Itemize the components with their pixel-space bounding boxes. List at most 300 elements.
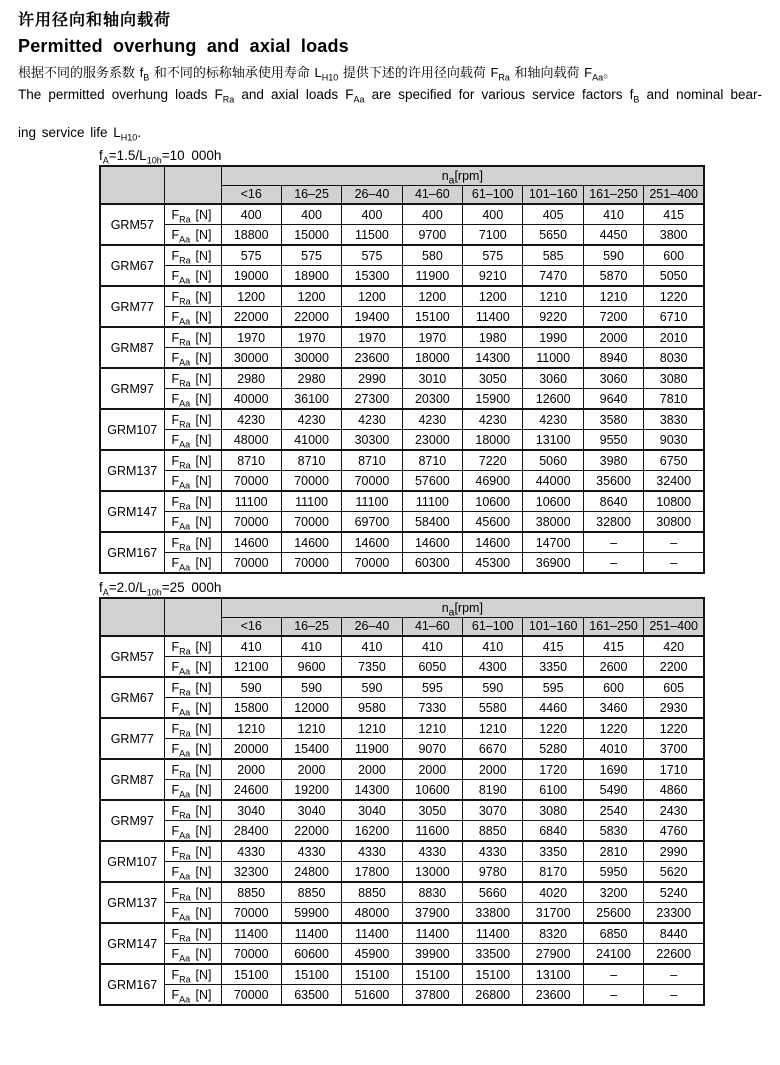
unit-label: [N] xyxy=(195,371,212,386)
load-type-label xyxy=(165,372,221,386)
value-cell: 580 xyxy=(402,245,462,266)
speed-range-header: 101–160 xyxy=(523,617,583,636)
load-type-cell xyxy=(164,923,221,944)
unit-label: [N] xyxy=(195,350,212,365)
force-symbol: $F_{Ra}$ xyxy=(171,248,191,265)
unit-label: [N] xyxy=(195,700,212,715)
value-cell: 5620 xyxy=(644,862,704,883)
load-table-fa15 xyxy=(99,165,705,574)
value-cell: 3700 xyxy=(644,739,704,760)
table-row-faa xyxy=(100,266,704,287)
load-type-cell xyxy=(164,245,221,266)
value-cell: 405 xyxy=(523,204,583,225)
load-type-label xyxy=(165,474,221,488)
load-type-cell xyxy=(164,532,221,553)
force-symbol: $F_{Aa}$ xyxy=(171,350,191,367)
value-cell: 1970 xyxy=(221,327,281,348)
value-cell: 37900 xyxy=(402,903,462,924)
value-cell: 15100 xyxy=(342,964,402,985)
value-cell: 70000 xyxy=(281,512,341,533)
value-cell: 31700 xyxy=(523,903,583,924)
load-type-label xyxy=(165,208,221,222)
value-cell: 10600 xyxy=(523,491,583,512)
value-cell: 70000 xyxy=(281,471,341,492)
value-cell: 3460 xyxy=(583,698,643,719)
value-cell: 70000 xyxy=(221,512,281,533)
value-cell: 70000 xyxy=(342,553,402,574)
unit-label: [N] xyxy=(195,844,212,859)
table-row-faa xyxy=(100,903,704,924)
speed-range-header: 251–400 xyxy=(644,617,704,636)
load-type-label xyxy=(165,228,221,242)
table-row-fra xyxy=(100,964,704,985)
value-cell: 2000 xyxy=(463,759,523,780)
value-cell: 9210 xyxy=(463,266,523,287)
load-table-fa20 xyxy=(99,597,705,1006)
value-cell: 575 xyxy=(221,245,281,266)
load-type-cell xyxy=(164,471,221,492)
value-cell: 3050 xyxy=(402,800,462,821)
unit-label: [N] xyxy=(195,823,212,838)
value-cell: 11900 xyxy=(342,739,402,760)
value-cell: 2540 xyxy=(583,800,643,821)
description-english-line2: ing service life $L_{H10}$. xyxy=(18,125,142,143)
load-type-cell xyxy=(164,698,221,719)
value-cell: 2000 xyxy=(281,759,341,780)
value-cell: 24100 xyxy=(583,944,643,965)
load-type-label xyxy=(165,433,221,447)
value-cell: 3200 xyxy=(583,882,643,903)
load-type-cell xyxy=(164,368,221,389)
force-symbol: $F_{Aa}$ xyxy=(171,905,191,922)
force-symbol: $F_{Ra}$ xyxy=(171,762,191,779)
value-cell: 11400 xyxy=(221,923,281,944)
value-cell: 11400 xyxy=(342,923,402,944)
value-cell: 63500 xyxy=(281,985,341,1006)
value-cell: 30000 xyxy=(221,348,281,369)
load-type-cell xyxy=(164,677,221,698)
load-type-cell xyxy=(164,657,221,678)
load-type-cell xyxy=(164,882,221,903)
value-cell: 35600 xyxy=(583,471,643,492)
value-cell: 14600 xyxy=(342,532,402,553)
value-cell: 10600 xyxy=(463,491,523,512)
corner-cell-model xyxy=(100,598,164,636)
speed-axis-header: $n_a[rpm]$ xyxy=(221,598,704,617)
value-cell: 2810 xyxy=(583,841,643,862)
value-cell: 15100 xyxy=(463,964,523,985)
value-cell: 51600 xyxy=(342,985,402,1006)
value-cell: 8190 xyxy=(463,780,523,801)
value-cell: 8170 xyxy=(523,862,583,883)
value-cell: 1210 xyxy=(221,718,281,739)
table-row-faa xyxy=(100,698,704,719)
value-cell: 4330 xyxy=(463,841,523,862)
table-row-fra xyxy=(100,841,704,862)
value-cell: 23000 xyxy=(402,430,462,451)
value-cell: 1970 xyxy=(342,327,402,348)
table-row-fra xyxy=(100,636,704,657)
load-type-label xyxy=(165,681,221,695)
load-type-label xyxy=(165,269,221,283)
value-cell: – xyxy=(583,964,643,985)
unit-label: [N] xyxy=(195,309,212,324)
value-cell: 16200 xyxy=(342,821,402,842)
value-cell: 410 xyxy=(342,636,402,657)
load-type-cell xyxy=(164,430,221,451)
load-type-cell xyxy=(164,450,221,471)
table-row-faa xyxy=(100,471,704,492)
header-row-axis xyxy=(100,598,704,617)
value-cell: 9580 xyxy=(342,698,402,719)
value-cell: 9600 xyxy=(281,657,341,678)
value-cell: 4300 xyxy=(463,657,523,678)
value-cell: 2990 xyxy=(342,368,402,389)
value-cell: 3040 xyxy=(281,800,341,821)
model-cell: GRM87 xyxy=(100,759,164,800)
value-cell: 5050 xyxy=(644,266,704,287)
load-type-label xyxy=(165,722,221,736)
force-symbol: $F_{Aa}$ xyxy=(171,864,191,881)
value-cell: 400 xyxy=(463,204,523,225)
table-header xyxy=(100,166,704,204)
value-cell: 27900 xyxy=(523,944,583,965)
value-cell: 15100 xyxy=(221,964,281,985)
speed-axis-header: $n_a[rpm]$ xyxy=(221,166,704,185)
value-cell: 7200 xyxy=(583,307,643,328)
load-type-label xyxy=(165,906,221,920)
value-cell: 2200 xyxy=(644,657,704,678)
value-cell: 6850 xyxy=(583,923,643,944)
unit-label: [N] xyxy=(195,762,212,777)
value-cell: 1720 xyxy=(523,759,583,780)
table-row-faa xyxy=(100,553,704,574)
load-type-cell xyxy=(164,286,221,307)
table-row-fra xyxy=(100,532,704,553)
value-cell: 40000 xyxy=(221,389,281,410)
value-cell: 3060 xyxy=(523,368,583,389)
speed-range-header: 26–40 xyxy=(342,185,402,204)
value-cell: 36100 xyxy=(281,389,341,410)
value-cell: 57600 xyxy=(402,471,462,492)
model-cell: GRM137 xyxy=(100,450,164,491)
value-cell: 5660 xyxy=(463,882,523,903)
speed-range-header: 61–100 xyxy=(463,617,523,636)
table2-caption: $f_A=2.0/L_{10h}=25$ 000h xyxy=(99,580,222,598)
value-cell: 70000 xyxy=(221,471,281,492)
load-type-label xyxy=(165,454,221,468)
speed-range-header: <16 xyxy=(221,185,281,204)
value-cell: 3980 xyxy=(583,450,643,471)
value-cell: 18000 xyxy=(463,430,523,451)
page-title-chinese: 许用径向和轴向载荷 xyxy=(18,12,172,29)
value-cell: 19400 xyxy=(342,307,402,328)
value-cell: 11100 xyxy=(221,491,281,512)
unit-label: [N] xyxy=(195,207,212,222)
value-cell: 27300 xyxy=(342,389,402,410)
value-cell: 11100 xyxy=(402,491,462,512)
value-cell: 3350 xyxy=(523,657,583,678)
value-cell: 8850 xyxy=(221,882,281,903)
unit-label: [N] xyxy=(195,268,212,283)
value-cell: 32800 xyxy=(583,512,643,533)
load-type-label xyxy=(165,515,221,529)
value-cell: 410 xyxy=(583,204,643,225)
load-type-label xyxy=(165,556,221,570)
value-cell: 58400 xyxy=(402,512,462,533)
load-type-label xyxy=(165,988,221,1002)
value-cell: 2430 xyxy=(644,800,704,821)
value-cell: 14300 xyxy=(342,780,402,801)
value-cell: 9640 xyxy=(583,389,643,410)
table-row-faa xyxy=(100,862,704,883)
table-body xyxy=(100,204,704,573)
table-row-fra xyxy=(100,286,704,307)
load-type-label xyxy=(165,640,221,654)
value-cell: 9700 xyxy=(402,225,462,246)
unit-label: [N] xyxy=(195,987,212,1002)
force-symbol: $F_{Ra}$ xyxy=(171,371,191,388)
value-cell: 28400 xyxy=(221,821,281,842)
speed-range-header: 41–60 xyxy=(402,185,462,204)
load-type-cell xyxy=(164,841,221,862)
model-cell: GRM147 xyxy=(100,491,164,532)
value-cell: 11600 xyxy=(402,821,462,842)
value-cell: 12100 xyxy=(221,657,281,678)
table-row-faa xyxy=(100,348,704,369)
force-symbol: $F_{Ra}$ xyxy=(171,680,191,697)
table-row-fra xyxy=(100,204,704,225)
unit-label: [N] xyxy=(195,473,212,488)
value-cell: 7810 xyxy=(644,389,704,410)
description-chinese: 根据不同的服务系数 $f_B$ 和不同的标称轴承使用寿命 $L_{H10}$ 提供下述的许用径向载荷 $F_{Ra}$ 和轴向载荷 $F_{Aa}$。 xyxy=(18,65,617,83)
value-cell: 3060 xyxy=(583,368,643,389)
load-type-cell xyxy=(164,985,221,1006)
load-type-cell xyxy=(164,327,221,348)
load-type-label xyxy=(165,742,221,756)
value-cell: 1210 xyxy=(281,718,341,739)
value-cell: 30300 xyxy=(342,430,402,451)
value-cell: 13100 xyxy=(523,964,583,985)
unit-label: [N] xyxy=(195,885,212,900)
value-cell: 11100 xyxy=(342,491,402,512)
value-cell: – xyxy=(583,553,643,574)
value-cell: 5240 xyxy=(644,882,704,903)
value-cell: 595 xyxy=(523,677,583,698)
load-type-cell xyxy=(164,348,221,369)
value-cell: 13000 xyxy=(402,862,462,883)
load-type-cell xyxy=(164,491,221,512)
value-cell: 1200 xyxy=(402,286,462,307)
table-row-faa xyxy=(100,512,704,533)
value-cell: 1710 xyxy=(644,759,704,780)
value-cell: 590 xyxy=(281,677,341,698)
value-cell: 12000 xyxy=(281,698,341,719)
value-cell: 22000 xyxy=(281,821,341,842)
value-cell: 9780 xyxy=(463,862,523,883)
value-cell: 41000 xyxy=(281,430,341,451)
value-cell: 4230 xyxy=(342,409,402,430)
force-symbol: $F_{Aa}$ xyxy=(171,432,191,449)
value-cell: 4330 xyxy=(342,841,402,862)
force-symbol: $F_{Aa}$ xyxy=(171,782,191,799)
value-cell: – xyxy=(644,553,704,574)
table-row-fra xyxy=(100,718,704,739)
value-cell: 1220 xyxy=(644,718,704,739)
value-cell: 3800 xyxy=(644,225,704,246)
table1-caption: $f_A=1.5/L_{10h}=10$ 000h xyxy=(99,148,222,166)
value-cell: 4230 xyxy=(523,409,583,430)
value-cell: 5490 xyxy=(583,780,643,801)
value-cell: 70000 xyxy=(221,903,281,924)
table-row-faa xyxy=(100,821,704,842)
force-symbol: $F_{Aa}$ xyxy=(171,555,191,572)
load-type-label xyxy=(165,413,221,427)
value-cell: 18800 xyxy=(221,225,281,246)
value-cell: 4230 xyxy=(221,409,281,430)
value-cell: 6100 xyxy=(523,780,583,801)
unit-label: [N] xyxy=(195,967,212,982)
value-cell: 14700 xyxy=(523,532,583,553)
value-cell: 1210 xyxy=(342,718,402,739)
unit-label: [N] xyxy=(195,330,212,345)
value-cell: 2000 xyxy=(342,759,402,780)
value-cell: 18000 xyxy=(402,348,462,369)
table-row-faa xyxy=(100,389,704,410)
value-cell: 60300 xyxy=(402,553,462,574)
unit-label: [N] xyxy=(195,555,212,570)
value-cell: 1980 xyxy=(463,327,523,348)
load-type-cell xyxy=(164,903,221,924)
value-cell: 1210 xyxy=(523,286,583,307)
force-symbol: $F_{Aa}$ xyxy=(171,227,191,244)
model-cell: GRM67 xyxy=(100,677,164,718)
model-cell: GRM107 xyxy=(100,841,164,882)
speed-range-header: 41–60 xyxy=(402,617,462,636)
load-type-label xyxy=(165,249,221,263)
load-type-label xyxy=(165,968,221,982)
load-type-label xyxy=(165,536,221,550)
value-cell: 8320 xyxy=(523,923,583,944)
value-cell: 1210 xyxy=(402,718,462,739)
table-row-fra xyxy=(100,677,704,698)
value-cell: 585 xyxy=(523,245,583,266)
model-cell: GRM147 xyxy=(100,923,164,964)
value-cell: 4230 xyxy=(402,409,462,430)
value-cell: 8850 xyxy=(463,821,523,842)
load-type-label xyxy=(165,865,221,879)
value-cell: 8710 xyxy=(402,450,462,471)
value-cell: 11400 xyxy=(402,923,462,944)
page-title-english: Permitted overhung and axial loads xyxy=(18,36,349,56)
value-cell: 5650 xyxy=(523,225,583,246)
value-cell: 11400 xyxy=(463,923,523,944)
speed-range-header: 161–250 xyxy=(583,617,643,636)
value-cell: 600 xyxy=(644,245,704,266)
unit-label: [N] xyxy=(195,453,212,468)
value-cell: 590 xyxy=(463,677,523,698)
value-cell: 8710 xyxy=(342,450,402,471)
load-type-label xyxy=(165,392,221,406)
value-cell: 17800 xyxy=(342,862,402,883)
table-row-faa xyxy=(100,307,704,328)
value-cell: 26800 xyxy=(463,985,523,1006)
value-cell: 70000 xyxy=(281,553,341,574)
force-symbol: $F_{Ra}$ xyxy=(171,494,191,511)
load-type-cell xyxy=(164,964,221,985)
value-cell: 2000 xyxy=(221,759,281,780)
load-type-cell xyxy=(164,821,221,842)
load-type-cell xyxy=(164,307,221,328)
model-cell: GRM67 xyxy=(100,245,164,286)
value-cell: 12600 xyxy=(523,389,583,410)
value-cell: 410 xyxy=(221,636,281,657)
value-cell: 20300 xyxy=(402,389,462,410)
value-cell: 14600 xyxy=(402,532,462,553)
table-row-fra xyxy=(100,759,704,780)
value-cell: 4760 xyxy=(644,821,704,842)
value-cell: 13100 xyxy=(523,430,583,451)
value-cell: 4020 xyxy=(523,882,583,903)
value-cell: 1990 xyxy=(523,327,583,348)
unit-label: [N] xyxy=(195,289,212,304)
value-cell: 37800 xyxy=(402,985,462,1006)
value-cell: – xyxy=(644,964,704,985)
force-symbol: $F_{Ra}$ xyxy=(171,885,191,902)
value-cell: 7330 xyxy=(402,698,462,719)
value-cell: 1220 xyxy=(583,718,643,739)
value-cell: 18900 xyxy=(281,266,341,287)
model-cell: GRM57 xyxy=(100,204,164,245)
force-symbol: $F_{Ra}$ xyxy=(171,803,191,820)
value-cell: 11100 xyxy=(281,491,341,512)
force-symbol: $F_{Aa}$ xyxy=(171,391,191,408)
value-cell: 8850 xyxy=(281,882,341,903)
value-cell: 70000 xyxy=(342,471,402,492)
value-cell: 6050 xyxy=(402,657,462,678)
value-cell: 48000 xyxy=(342,903,402,924)
value-cell: 8830 xyxy=(402,882,462,903)
table-row-fra xyxy=(100,450,704,471)
unit-label: [N] xyxy=(195,659,212,674)
value-cell: 9030 xyxy=(644,430,704,451)
load-type-cell xyxy=(164,204,221,225)
load-type-label xyxy=(165,310,221,324)
load-type-label xyxy=(165,886,221,900)
table-row-faa xyxy=(100,739,704,760)
value-cell: 15900 xyxy=(463,389,523,410)
load-type-label xyxy=(165,783,221,797)
value-cell: 8640 xyxy=(583,491,643,512)
force-symbol: $F_{Ra}$ xyxy=(171,535,191,552)
value-cell: 410 xyxy=(463,636,523,657)
unit-label: [N] xyxy=(195,535,212,550)
value-cell: 70000 xyxy=(221,944,281,965)
value-cell: 1210 xyxy=(583,286,643,307)
model-cell: GRM107 xyxy=(100,409,164,450)
value-cell: 575 xyxy=(342,245,402,266)
value-cell: 5950 xyxy=(583,862,643,883)
force-symbol: $F_{Aa}$ xyxy=(171,946,191,963)
force-symbol: $F_{Ra}$ xyxy=(171,721,191,738)
value-cell: 4330 xyxy=(221,841,281,862)
value-cell: 5870 xyxy=(583,266,643,287)
value-cell: 15800 xyxy=(221,698,281,719)
value-cell: 36900 xyxy=(523,553,583,574)
value-cell: 3070 xyxy=(463,800,523,821)
model-cell: GRM137 xyxy=(100,882,164,923)
table-row-faa xyxy=(100,225,704,246)
